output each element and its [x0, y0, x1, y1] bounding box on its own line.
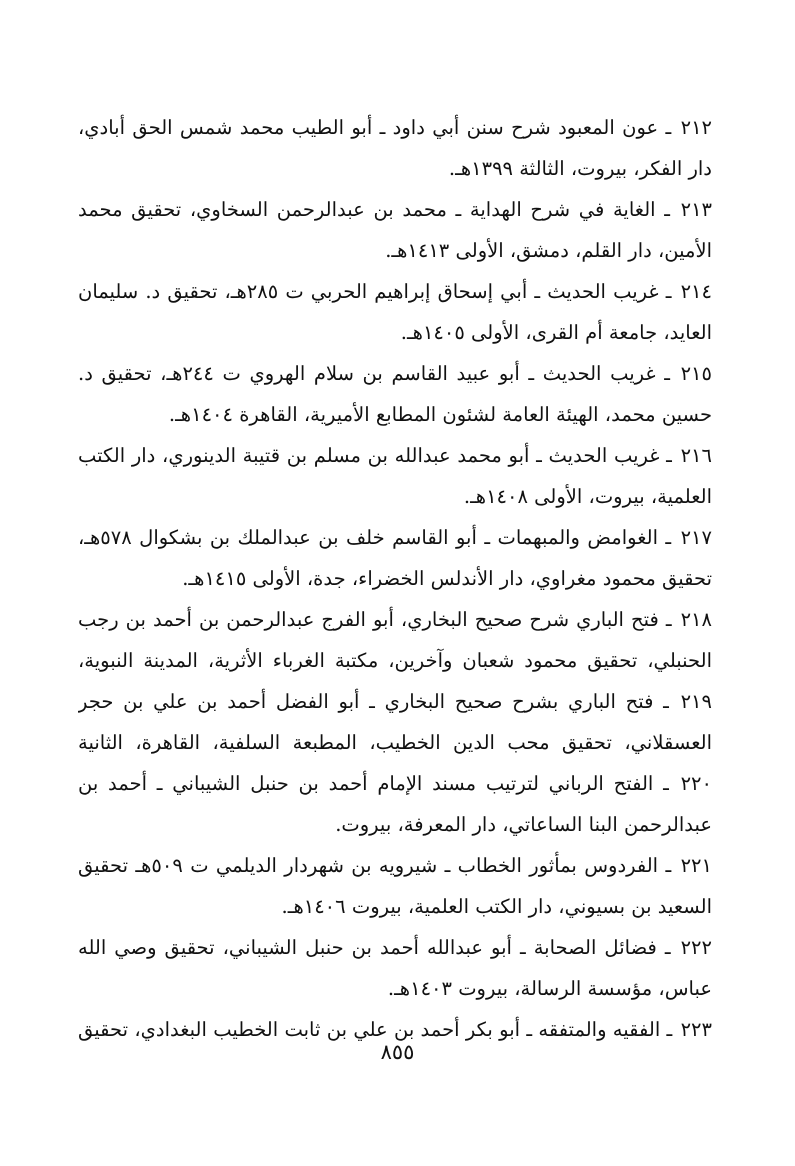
entry-number: ٢١٨	[680, 608, 712, 631]
entry-text: ـ الفتح الرباني لترتيب مسند الإمام أحمد بن حنبل الشيباني ـ أحمد بن عبدالرحمن البنا الساعاتي، دار المعرفة، بيروت.	[78, 772, 712, 836]
entry-text: ـ الفردوس بمأثور الخطاب ـ شيرويه بن شهردار الديلمي ت ٥٠٩هـ تحقيق السعيد بن بسيوني، دار الكتب العلمية، بيروت ١٤٠٦هـ.	[78, 854, 712, 918]
entry-number: ٢١٤	[680, 280, 712, 303]
entry-text: ـ فتح الباري شرح صحيح البخاري، أبو الفرج عبدالرحمن بن أحمد بن رجب الحنبلي، تحقيق محمود شعبان وآخرين، مكتبة الغرباء الأثرية، المدينة النبوية،	[78, 608, 712, 672]
entry-number: ٢١٢	[680, 116, 712, 139]
bibliography-entry-217	[78, 517, 712, 599]
entry-text: ـ فضائل الصحابة ـ أبو عبدالله أحمد بن حنبل الشيباني، تحقيق وصي الله عباس، مؤسسة الرسالة، بيروت ١٤٠٣هـ.	[78, 936, 712, 1000]
page-number: ٨٥٥	[380, 1040, 415, 1064]
entry-number: ٢٢٣	[680, 1018, 712, 1041]
bibliography-entry-219	[78, 681, 712, 763]
bibliography-entry-213	[78, 189, 712, 271]
bibliography-entry-216	[78, 435, 712, 517]
bibliography-entry-214	[78, 271, 712, 353]
entry-text: ـ الغاية في شرح الهداية ـ محمد بن عبدالرحمن السخاوي، تحقيق محمد الأمين، دار القلم، دمشق، الأولى ١٤١٣هـ.	[78, 198, 712, 262]
entry-text: ـ عون المعبود شرح سنن أبي داود ـ أبو الطيب محمد شمس الحق أبادي، دار الفكر، بيروت، الثالثة ١٣٩٩هـ.	[78, 116, 712, 180]
entry-number: ٢١٣	[680, 198, 712, 221]
bibliography-entry-212	[78, 107, 712, 189]
bibliography-entry-218	[78, 599, 712, 681]
entry-text: ـ غريب الحديث ـ أبو محمد عبدالله بن مسلم بن قتيبة الدينوري، دار الكتب العلمية، بيروت، الأولى ١٤٠٨هـ.	[78, 444, 712, 508]
entry-text: ـ غريب الحديث ـ أبي إسحاق إبراهيم الحربي ت ٢٨٥هـ، تحقيق د. سليمان العايد، جامعة أم القرى، الأولى ١٤٠٥هـ.	[78, 280, 712, 344]
entry-number: ٢٢٢	[680, 936, 712, 959]
bibliography-list	[78, 107, 712, 1050]
entry-text: ـ الغوامض والمبهمات ـ أبو القاسم خلف بن عبدالملك بن بشكوال ٥٧٨هـ، تحقيق محمود مغراوي، دار الأندلس الخضراء، جدة، الأولى ١٤١٥هـ.	[78, 526, 712, 590]
entry-number: ٢١٧	[680, 526, 712, 549]
bibliography-entry-220	[78, 763, 712, 845]
bibliography-entry-222	[78, 927, 712, 1009]
bibliography-entry-221	[78, 845, 712, 927]
entry-number: ٢١٩	[680, 690, 712, 713]
entry-number: ٢٢٠	[680, 772, 712, 795]
entry-text: ـ الفقيه والمتفقه ـ أبو بكر أحمد بن علي بن ثابت الخطيب البغدادي، تحقيق	[78, 1018, 673, 1041]
entry-number: ٢١٥	[680, 362, 712, 385]
entry-number: ٢٢١	[680, 854, 712, 877]
entry-number: ٢١٦	[680, 444, 712, 467]
bibliography-entry-215	[78, 353, 712, 435]
entry-text: ـ غريب الحديث ـ أبو عبيد القاسم بن سلام الهروي ت ٢٤٤هـ، تحقيق د. حسين محمد، الهيئة العامة لشئون المطابع الأميرية، القاهرة ١٤٠٤هـ.	[78, 362, 712, 426]
entry-text: ـ فتح الباري بشرح صحيح البخاري ـ أبو الفضل أحمد بن علي بن حجر العسقلاني، تحقيق محب الدين الخطيب، المطبعة السلفية، القاهرة، الثانية	[78, 690, 712, 754]
